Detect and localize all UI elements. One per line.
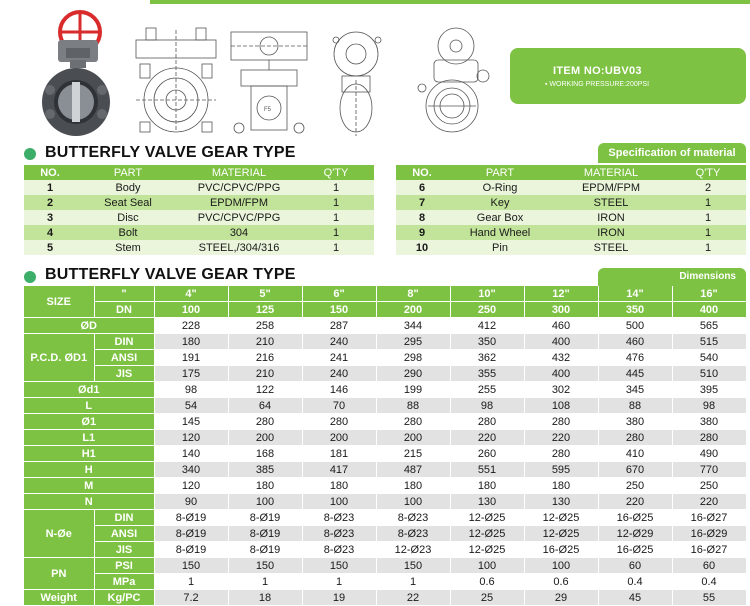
header-no: NO. — [396, 165, 448, 180]
dim-sub-label: PSI — [94, 558, 154, 574]
dn-cell: 350 — [598, 302, 672, 318]
dim-row — [24, 382, 746, 398]
dim-value: 340 — [154, 462, 228, 478]
part-qty: 1 — [670, 240, 746, 255]
dim-value: 8-Ø23 — [376, 510, 450, 526]
part-qty: 1 — [298, 180, 374, 195]
dn-cell: 300 — [524, 302, 598, 318]
dim-value: 410 — [598, 446, 672, 462]
dn-cell: 100 — [154, 302, 228, 318]
header-part: PART — [76, 165, 180, 180]
dim-label: L — [24, 398, 154, 414]
dim-value: 362 — [450, 350, 524, 366]
dim-label: M — [24, 478, 154, 494]
dim-row — [24, 494, 746, 510]
dim-value: 255 — [450, 382, 524, 398]
part-material: STEEL — [552, 195, 670, 210]
dim-value: 45 — [598, 590, 672, 606]
dim-row — [24, 414, 746, 430]
part-material: PVC/CPVC/PPG — [180, 210, 298, 225]
parts-row — [24, 225, 374, 240]
dim-value: 280 — [302, 414, 376, 430]
dim-sub-label: JIS — [94, 366, 154, 382]
dim-value: 181 — [302, 446, 376, 462]
dim-value: 280 — [598, 430, 672, 446]
dim-row — [24, 334, 746, 350]
dim-value: 417 — [302, 462, 376, 478]
dim-value: 7.2 — [154, 590, 228, 606]
dim-value: 12-Ø23 — [376, 542, 450, 558]
dim-value: 8-Ø19 — [154, 510, 228, 526]
dim-value: 98 — [672, 398, 746, 414]
dim-value: 55 — [672, 590, 746, 606]
dim-value: 345 — [598, 382, 672, 398]
dim-value: 290 — [376, 366, 450, 382]
front-view-drawing — [136, 28, 216, 132]
dim-value: 22 — [376, 590, 450, 606]
dim-sub-label: DIN — [94, 334, 154, 350]
dim-value: 280 — [228, 414, 302, 430]
dim-value: 487 — [376, 462, 450, 478]
dim-value: 432 — [524, 350, 598, 366]
dim-value: 476 — [598, 350, 672, 366]
dim-value: 60 — [598, 558, 672, 574]
dim-label: L1 — [24, 430, 154, 446]
dim-value: 565 — [672, 318, 746, 334]
dim-value: 215 — [376, 446, 450, 462]
dim-value: 64 — [228, 398, 302, 414]
parts-row — [24, 210, 374, 225]
part-no: 6 — [396, 180, 448, 195]
dim-value: 380 — [598, 414, 672, 430]
dim-value: 287 — [302, 318, 376, 334]
dim-value: 8-Ø23 — [302, 542, 376, 558]
dim-value: 200 — [376, 430, 450, 446]
part-qty: 1 — [298, 195, 374, 210]
dim-value: 168 — [228, 446, 302, 462]
dim-value: 385 — [228, 462, 302, 478]
dim-value: 551 — [450, 462, 524, 478]
dim-row — [24, 462, 746, 478]
dim-value: 120 — [154, 430, 228, 446]
dim-value: 150 — [228, 558, 302, 574]
dim-value: 0.4 — [598, 574, 672, 590]
size-cell: 4" — [154, 286, 228, 302]
dim-sub-label: ANSI — [94, 526, 154, 542]
section-bullet-icon — [24, 271, 36, 283]
dim-label: Ø1 — [24, 414, 154, 430]
dim-group-label: Weight — [24, 590, 94, 606]
dim-value: 240 — [302, 366, 376, 382]
part-material: IRON — [552, 210, 670, 225]
dim-value: 8-Ø19 — [228, 526, 302, 542]
dim-value: 180 — [376, 478, 450, 494]
dim-row — [24, 558, 746, 574]
header-material: MATERIAL — [180, 165, 298, 180]
size-cell: 14" — [598, 286, 672, 302]
dim-value: 350 — [450, 334, 524, 350]
dim-row — [24, 398, 746, 414]
dim-value: 100 — [302, 494, 376, 510]
dim-value: 460 — [598, 334, 672, 350]
part-name: Bolt — [76, 225, 180, 240]
dim-value: 150 — [154, 558, 228, 574]
dim-value: 88 — [598, 398, 672, 414]
part-no: 3 — [24, 210, 76, 225]
dn-cell: 200 — [376, 302, 450, 318]
dim-value: 122 — [228, 382, 302, 398]
top-view-drawing — [231, 32, 307, 133]
dim-value: 460 — [524, 318, 598, 334]
part-material: STEEL — [552, 240, 670, 255]
dim-value: 12-Ø25 — [524, 510, 598, 526]
dim-value: 280 — [672, 430, 746, 446]
dim-value: 100 — [524, 558, 598, 574]
dim-value: 54 — [154, 398, 228, 414]
part-name: O-Ring — [448, 180, 552, 195]
top-accent-line — [150, 0, 750, 4]
dim-value: 250 — [672, 478, 746, 494]
parts-table-left — [24, 165, 374, 255]
dim-value: 180 — [228, 478, 302, 494]
dim-value: 88 — [376, 398, 450, 414]
dim-value: 295 — [376, 334, 450, 350]
dim-row — [24, 574, 746, 590]
dim-row — [24, 478, 746, 494]
dim-value: 490 — [672, 446, 746, 462]
dim-value: 100 — [376, 494, 450, 510]
dim-value: 210 — [228, 334, 302, 350]
part-no: 1 — [24, 180, 76, 195]
size-cell: 5" — [228, 286, 302, 302]
dim-row — [24, 526, 746, 542]
dim-value: 210 — [228, 366, 302, 382]
parts-header-row — [24, 165, 374, 180]
dim-value: 1 — [376, 574, 450, 590]
part-no: 4 — [24, 225, 76, 240]
dim-value: 12-Ø25 — [450, 510, 524, 526]
drawings-svg — [36, 10, 506, 138]
dim-row — [24, 318, 746, 334]
dim-value: 0.6 — [450, 574, 524, 590]
dim-group-label: P.C.D. ØD1 — [24, 334, 94, 382]
parts-row — [396, 240, 746, 255]
part-no: 5 — [24, 240, 76, 255]
dim-value: 298 — [376, 350, 450, 366]
product-drawings — [36, 10, 506, 138]
dim-value: 220 — [524, 430, 598, 446]
part-qty: 1 — [298, 210, 374, 225]
parts-header-row — [396, 165, 746, 180]
part-material: EPDM/FPM — [552, 180, 670, 195]
section-bullet-icon — [24, 148, 36, 160]
dim-value: 1 — [154, 574, 228, 590]
dim-sub-label: Kg/PC — [94, 590, 154, 606]
dim-value: 8-Ø23 — [302, 526, 376, 542]
dim-value: 8-Ø19 — [228, 510, 302, 526]
item-number: ITEM NO:UBV03 — [553, 65, 642, 77]
dim-value: 180 — [154, 334, 228, 350]
dim-value: 98 — [450, 398, 524, 414]
dim-value: 180 — [450, 478, 524, 494]
dim-value: 220 — [598, 494, 672, 510]
dim-value: 16-Ø27 — [672, 542, 746, 558]
dim-label: N — [24, 494, 154, 510]
dim-value: 8-Ø23 — [376, 526, 450, 542]
dim-value: 280 — [450, 414, 524, 430]
part-no: 10 — [396, 240, 448, 255]
dim-value: 500 — [598, 318, 672, 334]
size-cell: 6" — [302, 286, 376, 302]
dim-value: 150 — [376, 558, 450, 574]
size-cell: 12" — [524, 286, 598, 302]
parts-row — [24, 195, 374, 210]
header-qty: Q'TY — [298, 165, 374, 180]
dim-value: 120 — [154, 478, 228, 494]
part-name: Key — [448, 195, 552, 210]
dn-label: DN — [94, 302, 154, 318]
part-material: PVC/CPVC/PPG — [180, 180, 298, 195]
dim-value: 8-Ø19 — [228, 542, 302, 558]
spec-of-material-tab: Specification of material — [598, 143, 746, 163]
part-material: 304 — [180, 225, 298, 240]
dim-value: 98 — [154, 382, 228, 398]
dim-value: 140 — [154, 446, 228, 462]
part-no: 7 — [396, 195, 448, 210]
size-cell: 8" — [376, 286, 450, 302]
dim-value: 260 — [450, 446, 524, 462]
dim-row — [24, 430, 746, 446]
part-no: 8 — [396, 210, 448, 225]
part-qty: 1 — [670, 210, 746, 225]
dim-label: Ød1 — [24, 382, 154, 398]
dim-value: 0.6 — [524, 574, 598, 590]
dim-value: 670 — [598, 462, 672, 478]
dim-value: 8-Ø19 — [154, 526, 228, 542]
dim-value: 355 — [450, 366, 524, 382]
parts-row — [24, 180, 374, 195]
dimensions-table — [24, 286, 747, 606]
part-material: IRON — [552, 225, 670, 240]
dim-value: 19 — [302, 590, 376, 606]
dim-value: 60 — [672, 558, 746, 574]
dim-value: 258 — [228, 318, 302, 334]
dim-value: 280 — [524, 446, 598, 462]
dim-label: H1 — [24, 446, 154, 462]
dim-value: 228 — [154, 318, 228, 334]
dim-value: 16-Ø25 — [598, 510, 672, 526]
svg-text:F5: F5 — [264, 107, 272, 113]
part-material: EPDM/FPM — [180, 195, 298, 210]
part-name: Pin — [448, 240, 552, 255]
part-name: Body — [76, 180, 180, 195]
dim-value: 12-Ø25 — [524, 526, 598, 542]
dim-value: 200 — [302, 430, 376, 446]
dim-group-label: N-Øe — [24, 510, 94, 558]
dim-value: 70 — [302, 398, 376, 414]
dim-value: 400 — [524, 366, 598, 382]
dim-value: 412 — [450, 318, 524, 334]
dim-value: 302 — [524, 382, 598, 398]
dim-value: 220 — [450, 430, 524, 446]
dim-value: 145 — [154, 414, 228, 430]
size-label: SIZE — [24, 286, 94, 318]
dim-value: 216 — [228, 350, 302, 366]
inch-label: " — [94, 286, 154, 302]
part-name: Seat Seal — [76, 195, 180, 210]
parts-row — [24, 240, 374, 255]
dim-value: 199 — [376, 382, 450, 398]
dim-row — [24, 510, 746, 526]
part-qty: 1 — [670, 225, 746, 240]
part-name: Gear Box — [448, 210, 552, 225]
dim-value: 344 — [376, 318, 450, 334]
dim-value: 100 — [450, 558, 524, 574]
dim-value: 8-Ø19 — [154, 542, 228, 558]
dim-value: 510 — [672, 366, 746, 382]
dim-value: 1 — [302, 574, 376, 590]
part-no: 9 — [396, 225, 448, 240]
valve-photo — [42, 12, 110, 136]
dim-value: 12-Ø25 — [450, 526, 524, 542]
parts-row — [396, 195, 746, 210]
dn-cell: 250 — [450, 302, 524, 318]
header-no: NO. — [24, 165, 76, 180]
dim-row — [24, 446, 746, 462]
dim-value: 240 — [302, 334, 376, 350]
dim-value: 90 — [154, 494, 228, 510]
part-qty: 1 — [298, 225, 374, 240]
dimensions-tab: Dimensions — [598, 268, 746, 286]
part-name: Stem — [76, 240, 180, 255]
dim-value: 380 — [672, 414, 746, 430]
dim-value: 130 — [524, 494, 598, 510]
dim-value: 280 — [376, 414, 450, 430]
dim-row — [24, 542, 746, 558]
size-row — [24, 286, 746, 302]
dim-value: 445 — [598, 366, 672, 382]
dim-value: 180 — [302, 478, 376, 494]
part-qty: 1 — [670, 195, 746, 210]
dim-value: 280 — [524, 414, 598, 430]
dim-value: 220 — [672, 494, 746, 510]
part-qty: 1 — [298, 240, 374, 255]
dim-value: 180 — [524, 478, 598, 494]
dim-row — [24, 366, 746, 382]
dim-value: 108 — [524, 398, 598, 414]
dim-value: 191 — [154, 350, 228, 366]
dn-cell: 125 — [228, 302, 302, 318]
dim-label: H — [24, 462, 154, 478]
dim-value: 16-Ø29 — [672, 526, 746, 542]
dim-value: 25 — [450, 590, 524, 606]
dim-sub-label: JIS — [94, 542, 154, 558]
part-qty: 2 — [670, 180, 746, 195]
dim-value: 18 — [228, 590, 302, 606]
section-title-material: BUTTERFLY VALVE GEAR TYPE — [45, 144, 296, 161]
side-view-drawing — [333, 32, 381, 136]
dim-value: 200 — [228, 430, 302, 446]
working-pressure: ▪ WORKING PRESSURE:200PSI — [545, 81, 650, 88]
size-cell: 10" — [450, 286, 524, 302]
part-no: 2 — [24, 195, 76, 210]
dim-value: 770 — [672, 462, 746, 478]
exploded-view-drawing — [418, 28, 489, 132]
dim-sub-label: ANSI — [94, 350, 154, 366]
dim-sub-label: DIN — [94, 510, 154, 526]
part-name: Disc — [76, 210, 180, 225]
dim-value: 540 — [672, 350, 746, 366]
dim-value: 241 — [302, 350, 376, 366]
size-cell: 16" — [672, 286, 746, 302]
dim-value: 175 — [154, 366, 228, 382]
part-name: Hand Wheel — [448, 225, 552, 240]
dim-value: 16-Ø25 — [524, 542, 598, 558]
dim-value: 400 — [524, 334, 598, 350]
header-material: MATERIAL — [552, 165, 670, 180]
parts-row — [396, 180, 746, 195]
header-qty: Q'TY — [670, 165, 746, 180]
dim-value: 8-Ø23 — [302, 510, 376, 526]
dim-value: 100 — [228, 494, 302, 510]
dim-value: 150 — [302, 558, 376, 574]
section-title-dimensions: BUTTERFLY VALVE GEAR TYPE — [45, 266, 296, 283]
parts-row — [396, 210, 746, 225]
header-part: PART — [448, 165, 552, 180]
dim-value: 12-Ø29 — [598, 526, 672, 542]
dim-value: 515 — [672, 334, 746, 350]
dim-value: 0.4 — [672, 574, 746, 590]
dn-cell: 400 — [672, 302, 746, 318]
dim-value: 130 — [450, 494, 524, 510]
dim-value: 16-Ø25 — [598, 542, 672, 558]
dim-value: 1 — [228, 574, 302, 590]
dim-value: 12-Ø25 — [450, 542, 524, 558]
parts-table-right — [396, 165, 746, 255]
dim-value: 595 — [524, 462, 598, 478]
dim-sub-label: MPa — [94, 574, 154, 590]
part-material: STEEL,/304/316 — [180, 240, 298, 255]
dn-row — [24, 302, 746, 318]
parts-row — [396, 225, 746, 240]
dim-group-label: PN — [24, 558, 94, 590]
dim-value: 395 — [672, 382, 746, 398]
dim-value: 29 — [524, 590, 598, 606]
dim-value: 16-Ø27 — [672, 510, 746, 526]
dim-label: ØD — [24, 318, 154, 334]
dn-cell: 150 — [302, 302, 376, 318]
dim-value: 250 — [598, 478, 672, 494]
dim-value: 146 — [302, 382, 376, 398]
dim-row — [24, 350, 746, 366]
